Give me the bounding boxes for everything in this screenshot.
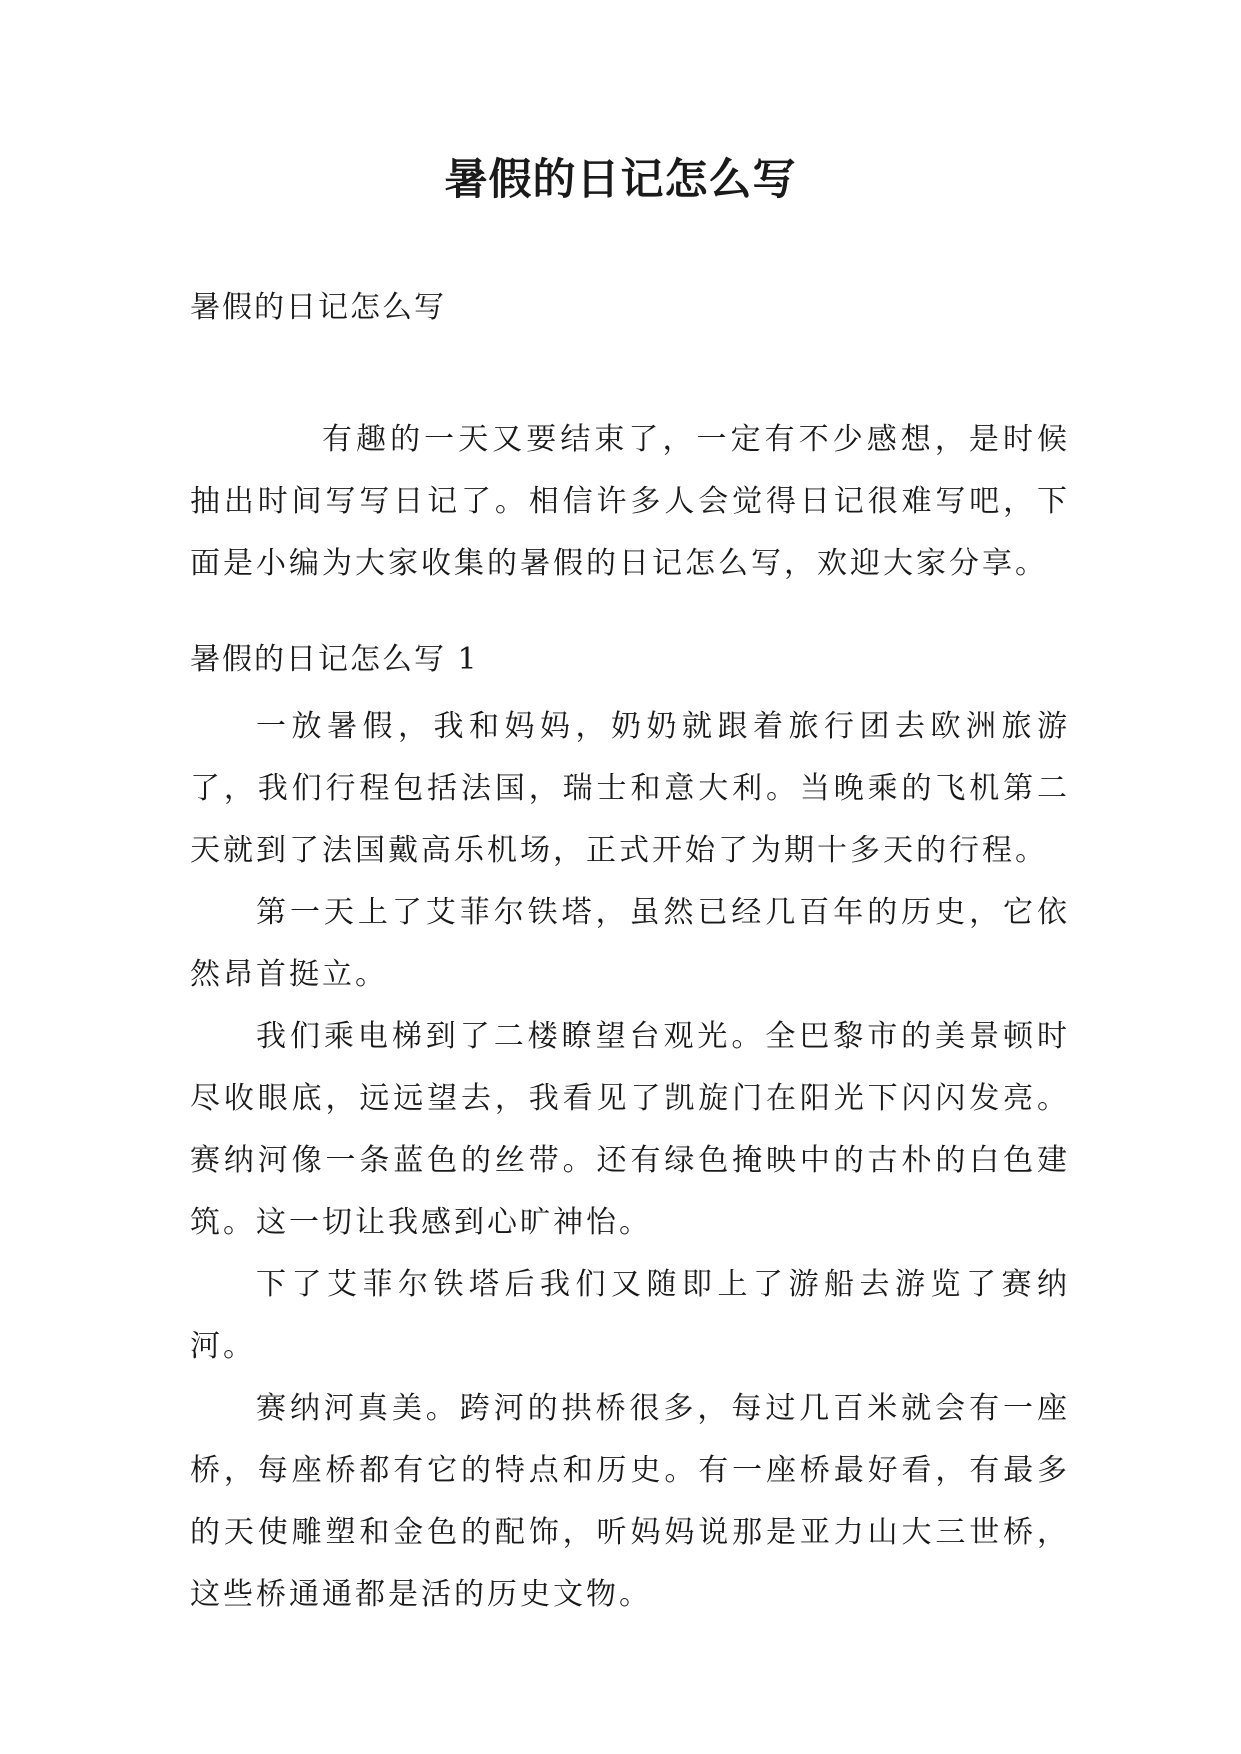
body-paragraph: 第一天上了艾菲尔铁塔，虽然已经几百年的历史，它依然昂首挺立。 — [190, 895, 1070, 992]
body-paragraph: 一放暑假，我和妈妈，奶奶就跟着旅行团去欧洲旅游了，我们行程包括法国，瑞士和意大利。当晚乘的飞机第二天就到了法国戴高乐机场，正式开始了为期十多天的行程。 — [190, 709, 1070, 868]
document-subtitle: 暑假的日记怎么写 — [190, 290, 446, 325]
body-paragraph: 我们乘电梯到了二楼瞭望台观光。全巴黎市的美景顿时尽收眼底，远远望去，我看见了凯旋门在阳光下闪闪发亮。赛纳河像一条蓝色的丝带。还有绿色掩映中的古朴的白色建筑。这一切让我感到心旷神怡。 — [190, 1019, 1070, 1240]
intro-paragraph: 有趣的一天又要结束了，一定有不少感想，是时候抽出时间写写日记了。相信许多人会觉得日记很难写吧，下面是小编为大家收集的暑假的日记怎么写，欢迎大家分享。 — [190, 422, 1070, 581]
body-paragraph: 下了艾菲尔铁塔后我们又随即上了游船去游览了赛纳河。 — [190, 1267, 1070, 1364]
section-heading: 暑假的日记怎么写 1 — [190, 642, 479, 677]
body-paragraph: 赛纳河真美。跨河的拱桥很多，每过几百米就会有一座桥，每座桥都有它的特点和历史。有一座桥最好看，有最多的天使雕塑和金色的配饰，听妈妈说那是亚力山大三世桥，这些桥通通都是活的历史文物。 — [190, 1391, 1070, 1612]
body-text — [190, 696, 1070, 1626]
document-title: 暑假的日记怎么写 — [444, 155, 797, 205]
